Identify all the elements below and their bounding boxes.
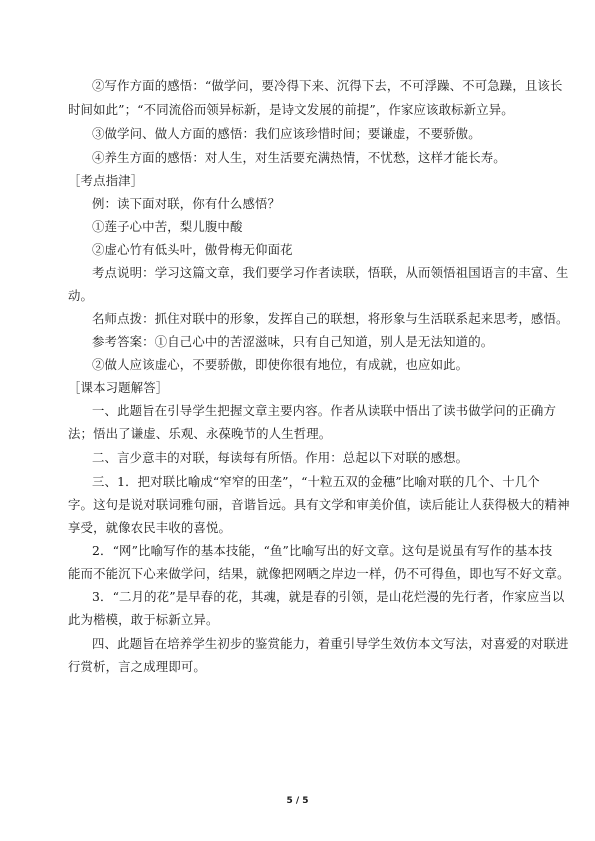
section-heading: ［课本习题解答］: [68, 380, 169, 395]
text-line: 字。这句是说对联词雅句丽，音谐旨远。具有文学和审美价值，读后能让人获得极大的精神: [68, 497, 570, 512]
section-heading: ［考点指津］: [68, 173, 144, 188]
text-line: 法；悟出了谦虚、乐观、永葆晚节的人生哲理。: [68, 426, 332, 441]
text-line: 3．“二月的花”是早春的花，其魂，就是春的引领，是山花烂漫的先行者，作家应当以: [92, 589, 565, 604]
text-line: 例：读下面对联，你有什么感悟？: [92, 196, 281, 211]
text-line: 此为楷模，敢于标新立异。: [68, 612, 219, 627]
text-line: 二、言少意丰的对联，每读每有所悟。作用：总起以下对联的感想。: [92, 450, 469, 465]
text-line: ④养生方面的感悟：对人生，对生活要充满热情，不忧愁，这样才能长寿。: [92, 150, 506, 165]
text-line: 时间如此”；“不同流俗而领异标新，是诗文发展的前提”，作家应该敢标新立异。: [68, 102, 514, 117]
text-line: 四、此题旨在培养学生初步的鉴赏能力，着重引导学生效仿本文写法，对喜爱的对联进: [92, 636, 569, 651]
text-line: ②虚心竹有低头叶，傲骨梅无仰面花: [92, 242, 293, 257]
text-line: 动。: [68, 288, 94, 303]
text-line: 享受，就像农民丰收的喜悦。: [68, 520, 232, 535]
text-line: 参考答案：①自己心中的苦涩滋味，只有自己知道，别人是无法知道的。: [92, 334, 494, 349]
text-line: 行赏析，言之成理即可。: [68, 659, 206, 674]
text-line: 名师点拨：抓住对联中的形象，发挥自己的联想，将形象与生活联系起来思考，感悟。: [92, 311, 569, 326]
text-line: 一、此题旨在引导学生把握文章主要内容。作者从读联中悟出了读书做学问的正确方: [92, 403, 557, 418]
text-line: ①莲子心中苦，梨儿腹中酸: [92, 219, 243, 234]
text-line: 2．“网”比喻写作的基本技能，“鱼”比喻写出的好文章。这句是说虽有写作的基本技: [92, 543, 553, 558]
page-number: 5 / 5: [286, 796, 309, 806]
text-line: ②做人应该虚心，不要骄傲，即使你很有地位，有成就，也应如此。: [92, 357, 469, 372]
text-line: 考点说明：学习这篇文章，我们要学习作者读联，悟联，从而领悟祖国语言的丰富、生: [92, 265, 569, 280]
text-line: ②写作方面的感悟：“做学问，要冷得下来、沉得下去，不可浮躁、不可急躁，且该长: [92, 78, 563, 93]
text-line: 能而不能沉下心来做学问，结果，就像把网晒之岸边一样，仍不可得鱼，即也写不好文章。: [68, 566, 570, 581]
text-line: 三、1．把对联比喻成“窄窄的田垄”，“十粒五双的金穗”比喻对联的几个、十几个: [92, 474, 540, 489]
text-line: ③做学问、做人方面的感悟：我们应该珍惜时间；要谦虚，不要骄傲。: [92, 126, 481, 141]
